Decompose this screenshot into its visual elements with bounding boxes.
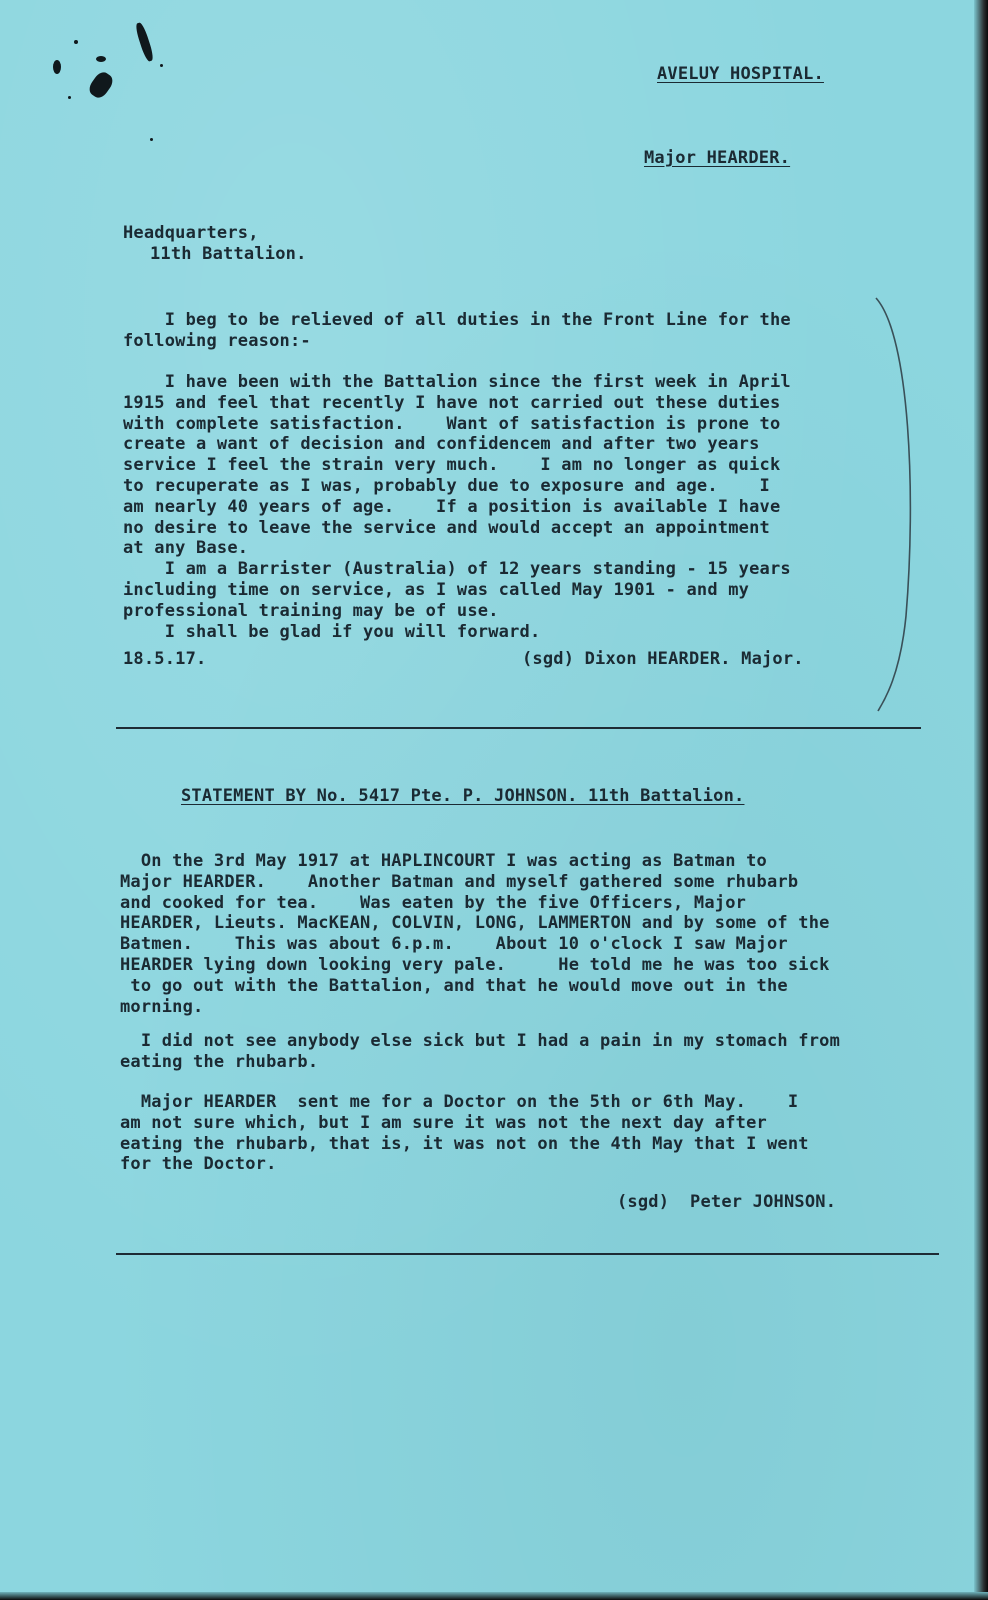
hospital-name: AVELUY HOSPITAL. xyxy=(657,64,824,84)
page-edge xyxy=(974,0,988,1600)
address-line-2: 11th Battalion. xyxy=(150,244,307,264)
statement-paragraph-3: Major HEARDER sent me for a Doctor on the 5th or 6th May. I am not sure which, but I am sure it was not the next day after eating the rhubarb, that is, it was not on the 4th May that I went for the Doctor. xyxy=(120,1092,809,1175)
letter-paragraph-1: I beg to be relieved of all duties in the Front Line for the following reason:- xyxy=(123,310,791,351)
statement-signature: (sgd) Peter JOHNSON. xyxy=(617,1192,837,1212)
recipient-name: Major HEARDER. xyxy=(644,148,791,168)
letter-date: 18.5.17. xyxy=(123,649,207,669)
divider-line xyxy=(116,1253,939,1255)
letter-paragraph-2: I have been with the Battalion since the first week in April 1915 and feel that recently I have not carried out these duties with complete satisfaction. Want of satisfaction is prone to create a want of decision and confidencem and after two years service I feel the strain very much. I am no longer as quick to recuperate as I was, probably due to exposure and age. I am nearly 40 years of age. If a position is available I have no desire to leave the service and would accept an appointment at any Base. I am a Barrister (Australia) of 12 years standing - 15 years including time on service, as I was called May 1901 - and my professional training may be of use. I shall be glad if you will forward. xyxy=(123,372,791,642)
page-edge xyxy=(0,1592,988,1600)
address-line-1: Headquarters, xyxy=(123,223,259,243)
divider-line xyxy=(116,727,921,729)
letter-signature: (sgd) Dixon HEARDER. Major. xyxy=(522,649,804,669)
statement-paragraph-1: On the 3rd May 1917 at HAPLINCOURT I was acting as Batman to Major HEARDER. Another Batman and myself gathered some rhubarb and cooked for tea. Was eaten by the five Officers, Major HEARDER, Lieuts. MacKEAN, COLVIN, LONG, LAMMERTON and by some of the Batmen. This was about 6.p.m. About 10 o'clock I saw Major HEARDER lying down looking very pale. He told me he was too sick to go out with the Battalion, and that he would move out in the morning. xyxy=(120,851,830,1017)
margin-bracket xyxy=(870,296,922,716)
statement-heading: STATEMENT BY No. 5417 Pte. P. JOHNSON. 11th Battalion. xyxy=(181,786,745,806)
statement-paragraph-2: I did not see anybody else sick but I had a pain in my stomach from eating the rhubarb. xyxy=(120,1031,841,1072)
